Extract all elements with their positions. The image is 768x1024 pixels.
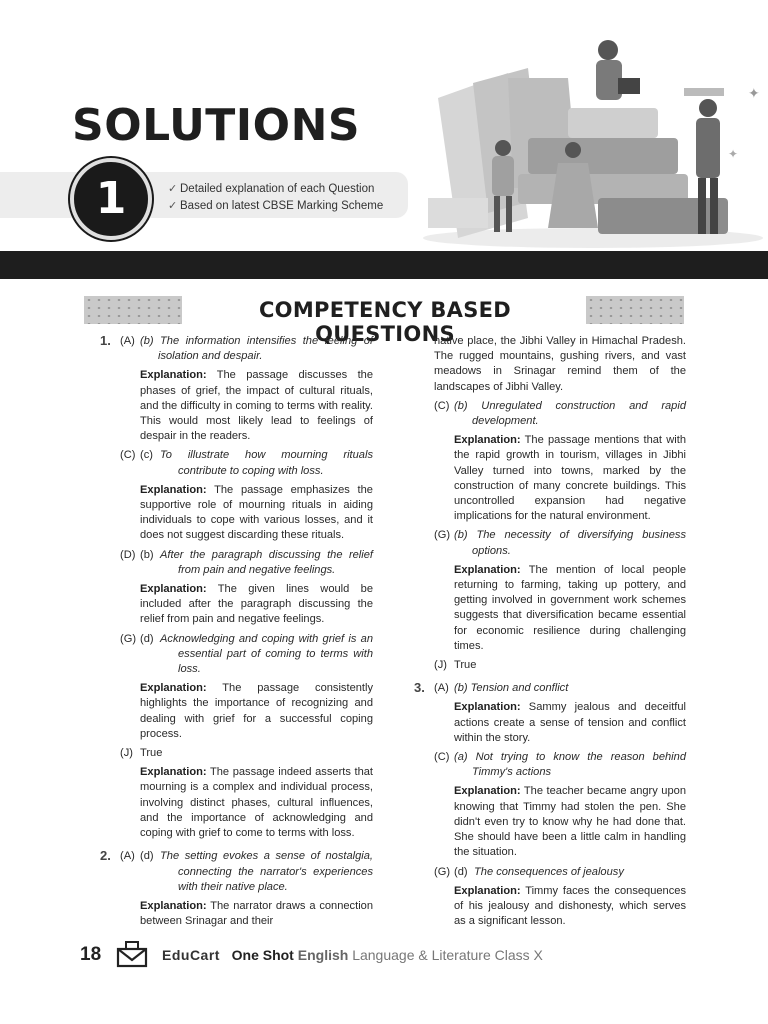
answer-letter: (D)	[120, 548, 136, 561]
answer-item	[434, 658, 686, 673]
answer-option: (b) The necessity of diversifying business options.	[454, 529, 686, 557]
answer-item	[120, 548, 373, 628]
answer-item	[434, 865, 686, 930]
explanation: Explanation: The passage indeed asserts that mourning is a complex and individual process, involving distinct phases, cultural influences, and the importance of acknowledging and coping with grief to come to terms with loss.	[140, 766, 373, 840]
option-letter: (d)	[140, 850, 154, 863]
answer-item	[434, 750, 686, 860]
answer-letter: (C)	[120, 449, 136, 462]
answer-option: (b) Unregulated construction and rapid development.	[454, 399, 686, 428]
divider-bar	[0, 251, 768, 279]
explanation: Explanation: Sammy jealous and deceitful actions create a sense of tension and conflict within the story.	[454, 701, 686, 744]
check-icon: ✓	[168, 200, 178, 212]
answer-item	[434, 528, 686, 654]
explanation: Explanation: Timmy faces the consequences of his jealousy and dishonesty, which serves as a significant lesson.	[454, 884, 686, 928]
mail-icon	[116, 940, 148, 968]
answer-letter: (J)	[434, 659, 447, 672]
answer-item	[120, 746, 373, 841]
answer-letter: (G)	[120, 632, 137, 645]
heading-pattern-right	[586, 296, 684, 324]
answer-letter: (A)	[434, 682, 449, 695]
question-number: 3.	[414, 680, 425, 696]
answer-letter: (A)	[120, 335, 135, 347]
answer-option: True	[140, 747, 163, 760]
question-1	[100, 334, 373, 841]
question-3	[414, 681, 686, 929]
answer-item	[120, 448, 373, 543]
option-letter: (d)	[454, 865, 468, 878]
explanation: Explanation: The passage consistently highlights the importance of recognizing and dealing with grief for a successful coping process.	[140, 682, 373, 740]
answer-option: The setting evokes a sense of nostalgia, connecting the narrator's experiences with their native place.	[160, 850, 373, 893]
brand-logo: EduCart	[162, 947, 220, 963]
answer-item	[120, 632, 373, 742]
explanation: Explanation: The teacher became angry upon knowing that Timmy had stolen the pen. She didn't even try to know why he had done that. She should have been a little calm in handling the situation.	[454, 785, 686, 859]
answers-column-right	[414, 334, 686, 933]
explanation: Explanation: The passage emphasizes the supportive role of mourning rituals in aiding individuals to cope with various losses, and it does not suggest discarding these rituals.	[140, 483, 373, 542]
students-reading-illustration	[418, 38, 768, 250]
answer-option: (b) Tension and conflict	[454, 682, 569, 695]
answer-option: After the paragraph discussing the relief from pain and negative feelings.	[160, 548, 373, 576]
answer-letter: (C)	[434, 399, 450, 412]
explanation: Explanation: The passage discusses the phases of grief, the impact of cultural rituals, and the difficulty in coming to terms with reality. This would most likely lead to feelings of despair in the readers.	[140, 369, 373, 443]
page-number: 18	[80, 944, 102, 965]
answer-letter: (G)	[434, 529, 451, 542]
answer-item	[434, 681, 686, 746]
check-icon: ✓	[168, 183, 178, 195]
option-letter: (d)	[140, 632, 154, 645]
answer-letter: (G)	[434, 865, 451, 878]
answer-item	[434, 399, 686, 525]
explanation-continued: native place, the Jibhi Valley in Himachal Pradesh. The rugged mountains, gushing rivers, and vast meadows in Srinagar remind them of the landscapes of Jibhi Valley.	[434, 335, 686, 393]
page-title: SOLUTIONS	[72, 100, 361, 151]
question-2	[100, 849, 373, 929]
heading-pattern-left	[84, 296, 182, 324]
answer-letter: (J)	[120, 747, 133, 760]
explanation: Explanation: The given lines would be included after the paragraph discussing the relief from pain and negative feelings.	[140, 583, 373, 626]
feature-item: ✓ Based on latest CBSE Marking Scheme	[168, 200, 384, 212]
answer-option: (a) Not trying to know the reason behind Timmy's actions	[454, 751, 686, 779]
question-number: 2.	[100, 848, 111, 864]
answer-item	[120, 849, 373, 929]
question-2-continued	[414, 399, 686, 673]
option-letter: (c)	[140, 449, 153, 462]
section-title: COMPETENCY BASED QUESTIONS	[258, 298, 512, 346]
svg-text:✦: ✦	[748, 85, 760, 101]
question-number: 1.	[100, 333, 111, 348]
chapter-number-badge: 1	[70, 158, 152, 240]
footer-book-title: EduCart One Shot English Language & Literature Class X	[162, 947, 543, 963]
explanation: Explanation: The passage mentions that with the rapid growth in tourism, villages in Jibhi Valley turned into towns, marked by the construction of many concrete buildings. This uncontrolled expansion had negative implications for the natural environment.	[454, 434, 686, 523]
answer-option: Acknowledging and coping with grief is an essential part of coming to terms with loss.	[160, 632, 373, 676]
answers-column-left	[100, 334, 373, 933]
answer-option: The consequences of jealousy	[474, 865, 624, 878]
answer-option: To illustrate how mourning rituals contribute to coping with loss.	[160, 449, 373, 477]
explanation: Explanation: The mention of local people returning to farming, taking up pottery, and getting involved in government work schemes suggests that diversification became essential for economic resilience during challenging times.	[454, 563, 687, 652]
answer-option: (b) The information intensifies the feeling of isolation and despair.	[140, 335, 373, 363]
answer-item	[120, 334, 373, 444]
answer-option: True	[454, 659, 477, 672]
option-letter: (b)	[140, 548, 154, 561]
svg-text:✦: ✦	[728, 147, 739, 161]
explanation: Explanation: The narrator draws a connection between Srinagar and their	[140, 899, 373, 928]
answer-letter: (A)	[120, 850, 135, 863]
answer-letter: (C)	[434, 751, 450, 764]
feature-item: ✓ Detailed explanation of each Question	[168, 183, 375, 195]
